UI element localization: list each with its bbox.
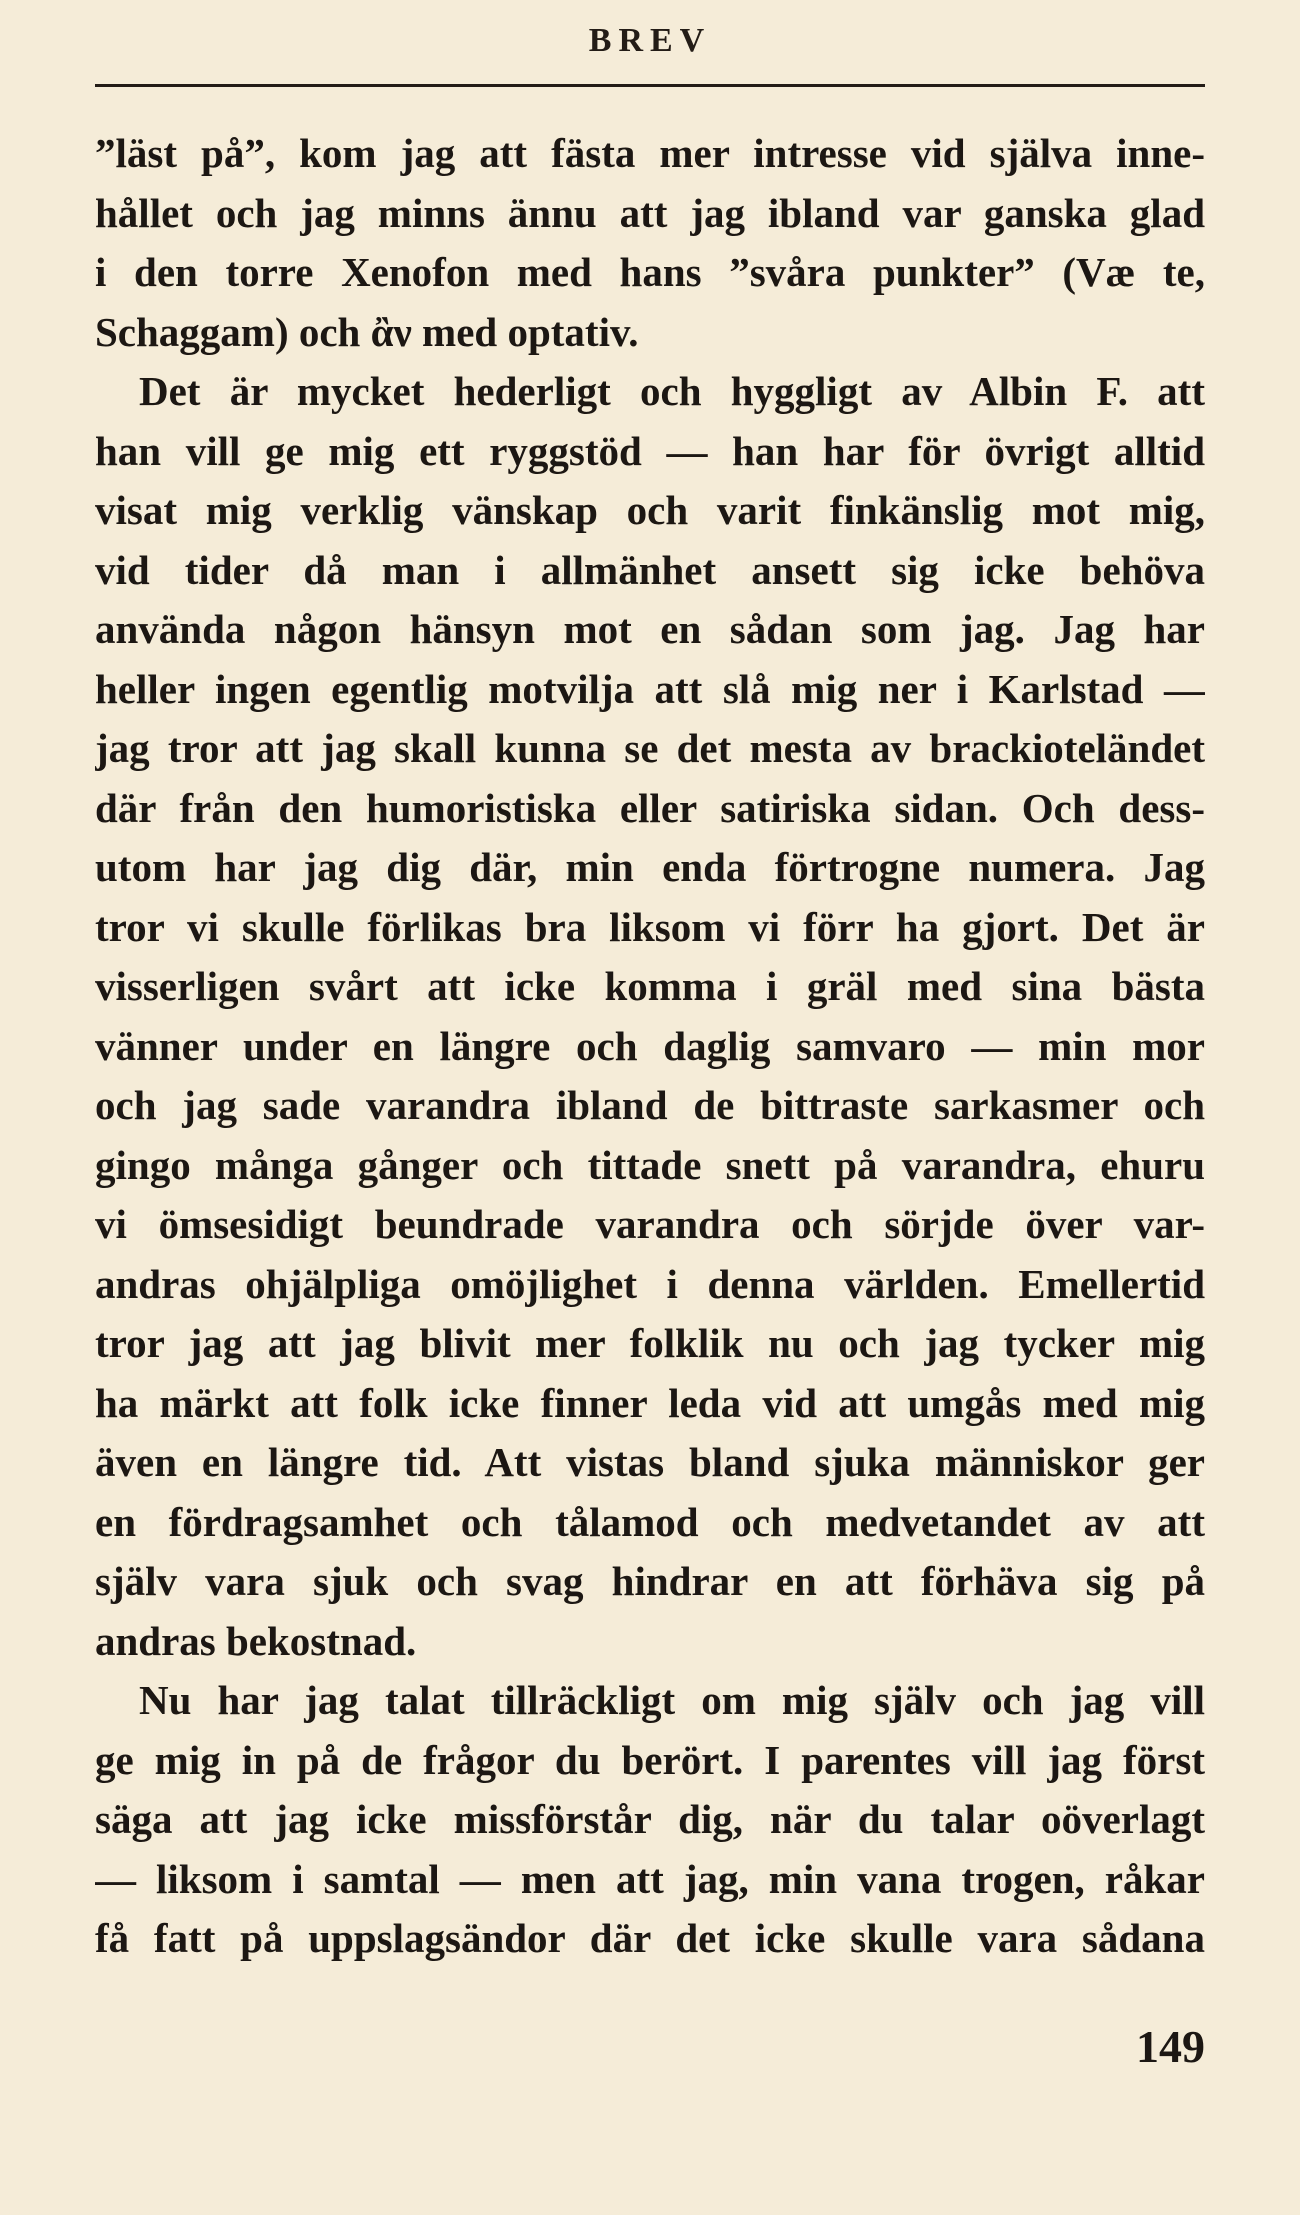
text-line: ha märkt att folk icke finner leda vid att umgås med mig — [95, 1379, 1205, 1426]
text-line: andras ohjälpliga omöjlighet i denna världen. Emellertid — [95, 1260, 1205, 1307]
text-line: säga att jag icke missförstår dig, när du talar oöverlagt — [95, 1796, 1205, 1842]
text-line: tror vi skulle förlikas bra liksom vi förr ha gjort. Det är — [95, 903, 1205, 950]
text-line: vänner under en längre och daglig samvaro — min mor — [95, 1022, 1205, 1069]
text-line: Det är mycket hederligt och hyggligt av Albin F. att — [139, 368, 1205, 414]
text-line: — liksom i samtal — men att jag, min vana trogen, råkar — [95, 1855, 1205, 1902]
paragraph-3 — [95, 1671, 1205, 1969]
text-line: även en längre tid. Att vistas bland sjuka människor ger — [95, 1439, 1205, 1485]
text-line: vi ömsesidigt beundrade varandra och sörjde över var- — [95, 1201, 1205, 1247]
text-line: hållet och jag minns ännu att jag ibland var ganska glad — [95, 189, 1205, 236]
text-line: visat mig verklig vänskap och varit finkänslig mot mig, — [95, 487, 1205, 533]
text-line: få fatt på uppslagsändor där det icke skulle vara sådana — [95, 1915, 1205, 1961]
text-line: använda någon hänsyn mot en sådan som jag. Jag har — [95, 606, 1205, 652]
text-line: i den torre Xenofon med hans ”svåra punkter” (Væ te, — [95, 249, 1205, 295]
text-line: tror jag att jag blivit mer folklik nu och jag tycker mig — [95, 1320, 1205, 1366]
text-line: ”läst på”, kom jag att fästa mer intresse vid själva inne- — [95, 130, 1205, 176]
text-line: Schaggam) och ἂν med optativ. — [95, 308, 639, 355]
text-line: han vill ge mig ett ryggstöd — han har för övrigt alltid — [95, 427, 1205, 474]
text-line: och jag sade varandra ibland de bittraste sarkasmer och — [95, 1082, 1205, 1128]
text-line: gingo många gånger och tittade snett på varandra, ehuru — [95, 1141, 1205, 1188]
paragraph-1 — [95, 124, 1205, 362]
text-line: vid tider då man i allmänhet ansett sig icke behöva — [95, 546, 1205, 593]
text-line: utom har jag dig där, min enda förtrogne numera. Jag — [95, 844, 1205, 890]
text-line: jag tror att jag skall kunna se det mesta av brackioteländet — [95, 725, 1205, 771]
text-line: där från den humoristiska eller satiriska sidan. Och dess- — [95, 784, 1205, 831]
text-line: andras bekostnad. — [95, 1617, 417, 1664]
body-text — [95, 124, 1205, 1969]
text-line: ge mig in på de frågor du berört. I parentes vill jag först — [95, 1736, 1205, 1783]
text-line: själv vara sjuk och svag hindrar en att förhäva sig på — [95, 1558, 1205, 1604]
header-rule — [95, 84, 1205, 87]
page-number: 149 — [1136, 2021, 1205, 2072]
text-line: en fördragsamhet och tålamod och medvetandet av att — [95, 1498, 1205, 1545]
text-line: heller ingen egentlig motvilja att slå mig ner i Karlstad — — [95, 665, 1205, 712]
paragraph-2 — [95, 362, 1205, 1671]
text-line: visserligen svårt att icke komma i gräl med sina bästa — [95, 963, 1205, 1009]
text-line: Nu har jag talat tillräckligt om mig själv och jag vill — [139, 1677, 1205, 1723]
running-head: BREV — [588, 22, 712, 59]
